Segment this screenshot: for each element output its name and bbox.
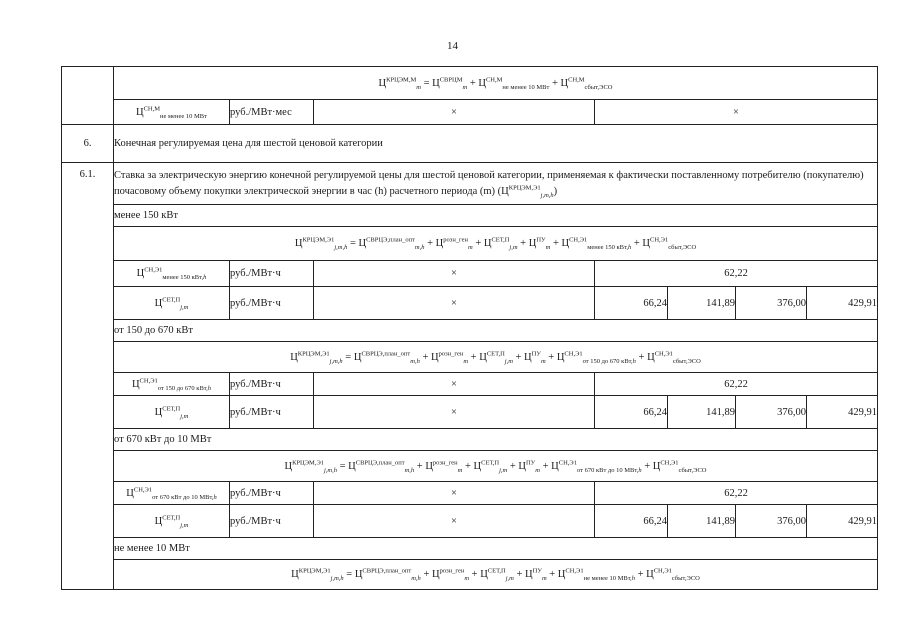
group-label-670-10: от 670 кВт до 10 МВт bbox=[114, 429, 878, 451]
page-number: 14 bbox=[447, 40, 458, 52]
set-value-nn: 429,91 bbox=[807, 505, 878, 538]
row-6-number: 6. bbox=[62, 125, 114, 163]
unit-cell: руб./МВт·ч bbox=[230, 373, 314, 396]
set-value-sn2: 376,00 bbox=[736, 505, 807, 538]
cross-cell: × bbox=[314, 482, 595, 505]
formula-lt150: $Ц^{КРЦЭМ,Э1}_{j,m,h} = Ц^{СВРЦЭ,план\_опт}_{m,h} + Ц^{розн\_ген}_m + Ц^{СЕТ,П}_{j,m} + Ц^{ПУ}_m + Ц^{СН,Э1}_{менее 150 кВт,h} + Ц^{СН,Э1}_{сбыт,ЭСО}$ bbox=[114, 227, 878, 261]
set-value-sn1: 141,89 bbox=[668, 396, 736, 429]
set-value-sn1: 141,89 bbox=[668, 287, 736, 320]
cross-cell: × bbox=[314, 396, 595, 429]
unit-cell: руб./МВт·мес bbox=[230, 100, 314, 125]
formula-monthly: $Ц^{КРЦЭМ,М}_m = Ц^{СВРЦМ}_m + Ц^{СН,М}_{не менее 10 МВт} + Ц^{СН,М}_{сбыт,ЭСО}$ bbox=[114, 67, 878, 100]
group-label-lt150: менее 150 кВт bbox=[114, 205, 878, 227]
cross-cell: × bbox=[314, 505, 595, 538]
cross-cell: × bbox=[314, 287, 595, 320]
sn-value-150-670: 62,22 bbox=[595, 373, 878, 396]
continuation-number-cell bbox=[62, 67, 114, 125]
unit-cell: руб./МВт·ч bbox=[230, 505, 314, 538]
set-value-sn1: 141,89 bbox=[668, 505, 736, 538]
sn-value-670-10: 62,22 bbox=[595, 482, 878, 505]
set-value-nn: 429,91 bbox=[807, 287, 878, 320]
formula-670-10: $Ц^{КРЦЭМ,Э1}_{j,m,h} = Ц^{СВРЦЭ,план\_опт}_{m,h} + Ц^{розн\_ген}_m + Ц^{СЕТ,П}_{j,m} + Ц^{ПУ}_m + Ц^{СН,Э1}_{от 670 кВт до 10 МВт,h} + Ц^{СН,Э1}_{сбыт,ЭСО}$ bbox=[114, 451, 878, 482]
set-value-sn2: 376,00 bbox=[736, 396, 807, 429]
set-value-vn: 66,24 bbox=[595, 505, 668, 538]
cross-cell: × bbox=[314, 373, 595, 396]
row-6-1-text: Ставка за электрическую энергию конечной регулируемой цены для шестой ценовой категории, применяемая к фактически поставленному потребителю (покупателю) почасовому объему покупки электрической энергии в час (h) расчетного периода (m) $(Ц^{КРЦЭМ,Э1}_{j,m,h})$ bbox=[114, 163, 878, 205]
set-symbol-150-670: $Ц^{СЕТ,П}_{j,m}$ bbox=[114, 396, 230, 429]
set-value-nn: 429,91 bbox=[807, 396, 878, 429]
sn-value-lt150: 62,22 bbox=[595, 261, 878, 287]
group-label-150-670: от 150 до 670 кВт bbox=[114, 320, 878, 342]
cross-cell: × bbox=[314, 100, 595, 125]
row-6-1-number: 6.1. bbox=[62, 163, 114, 590]
unit-cell: руб./МВт·ч bbox=[230, 482, 314, 505]
unit-cell: руб./МВт·ч bbox=[230, 287, 314, 320]
sn-symbol-670-10: $Ц^{СН,Э1}_{от 670 кВт до 10 МВт,h}$ bbox=[114, 482, 230, 505]
set-value-vn: 66,24 bbox=[595, 396, 668, 429]
sn-monthly-symbol: $Ц^{СН,М}_{не менее 10 МВт}$ bbox=[114, 100, 230, 125]
set-symbol-670-10: $Ц^{СЕТ,П}_{j,m}$ bbox=[114, 505, 230, 538]
formula-ge10: $Ц^{КРЦЭМ,Э1}_{j,m,h} = Ц^{СВРЦЭ,план\_опт}_{m,h} + Ц^{розн\_ген}_m + Ц^{СЕТ,П}_{j,m} + Ц^{ПУ}_m + Ц^{СН,Э1}_{не менее 10 МВт,h} + Ц^{СН,Э1}_{сбыт,ЭСО}$ bbox=[114, 560, 878, 590]
set-value-sn2: 376,00 bbox=[736, 287, 807, 320]
unit-cell: руб./МВт·ч bbox=[230, 396, 314, 429]
sn-symbol-lt150: $Ц^{СН,Э1}_{менее 150 кВт,h}$ bbox=[114, 261, 230, 287]
sn-symbol-150-670: $Ц^{СН,Э1}_{от 150 до 670 кВт,h}$ bbox=[114, 373, 230, 396]
formula-150-670: $Ц^{КРЦЭМ,Э1}_{j,m,h} = Ц^{СВРЦЭ,план\_опт}_{m,h} + Ц^{розн\_ген}_m + Ц^{СЕТ,П}_{j,m} + Ц^{ПУ}_m + Ц^{СН,Э1}_{от 150 до 670 кВт,h} + Ц^{СН,Э1}_{сбыт,ЭСО}$ bbox=[114, 342, 878, 373]
set-value-vn: 66,24 bbox=[595, 287, 668, 320]
cross-cell: × bbox=[314, 261, 595, 287]
group-label-ge10: не менее 10 МВт bbox=[114, 538, 878, 560]
tariff-table bbox=[61, 66, 878, 590]
row-6-title: Конечная регулируемая цена для шестой ценовой категории bbox=[114, 125, 878, 163]
cross-cell: × bbox=[595, 100, 878, 125]
set-symbol-lt150: $Ц^{СЕТ,П}_{j,m}$ bbox=[114, 287, 230, 320]
unit-cell: руб./МВт·ч bbox=[230, 261, 314, 287]
